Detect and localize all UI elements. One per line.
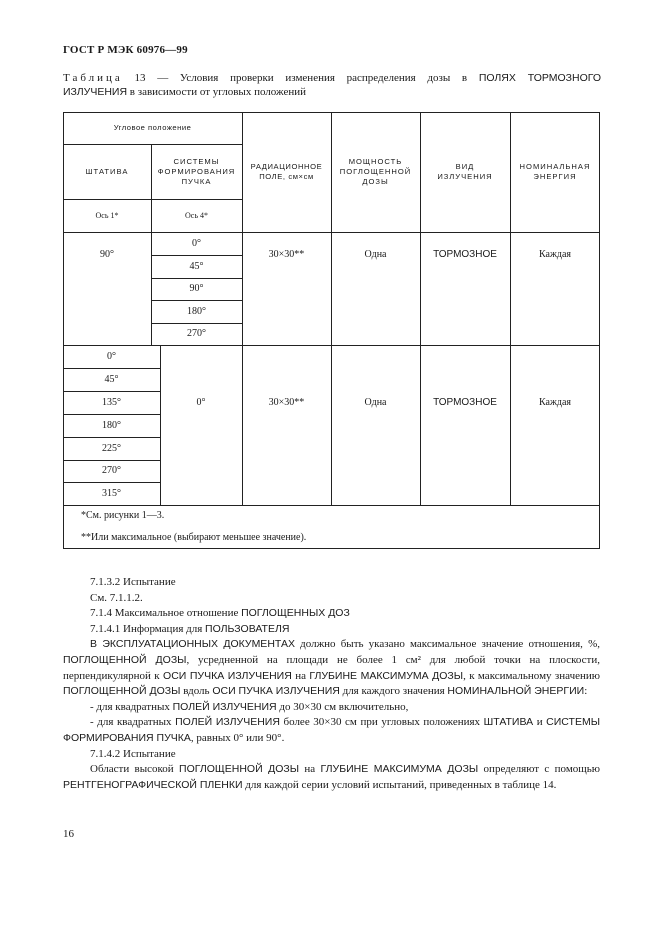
section-7-1-4-2-heading: 7.1.4.2 Испытание [90, 747, 176, 760]
group1-field-value: 30×30** [268, 249, 305, 260]
list-item-small-fields: - для квадратных ПОЛЕЙ ИЗЛУЧЕНИЯ до 30×30 см включительно, [90, 700, 409, 713]
group1-system-angle: 270° [187, 328, 206, 339]
group1-system-angle: 45° [189, 260, 204, 272]
group2-field-value: 30×30** [268, 396, 305, 408]
header-axis-1: Ось 1* [95, 210, 119, 220]
table-caption [63, 71, 601, 99]
caption-number-text: 13 — Условия проверки изменения распределения дозы в [134, 72, 468, 84]
group2-energy-value: Каждая [538, 396, 571, 408]
header-energy: НОМИНАЛЬНАЯ ЭНЕРГИЯ [519, 162, 591, 181]
group1-radiation-value: ТОРМОЗНОЕ [433, 249, 497, 260]
table-footnote-2: **Или максимальное (выбирают меньшее значение). [81, 532, 307, 543]
group2-stand-angle: 315° [102, 487, 121, 499]
caption-line2-caps: ИЗЛУЧЕНИЯ [63, 86, 128, 98]
caption-caps-end: ПОЛЯХ ТОРМОЗНОГО [478, 72, 602, 84]
section-7-1-3-2-heading: 7.1.3.2 Испытание [90, 576, 176, 588]
header-axis-4: Ось 4* [185, 210, 208, 220]
group2-stand-angle: 135° [102, 396, 121, 408]
group1-system-angle: 0° [192, 237, 201, 249]
group1-stand-angle: 90° [100, 249, 114, 260]
conditions-table [63, 112, 600, 549]
header-angular-position: Угловое положение [113, 123, 192, 132]
group2-stand-angle: 45° [104, 373, 119, 385]
header-stand: ШТАТИВА [85, 166, 129, 176]
section-7-1-3-2-reference: См. 7.1.1.2. [90, 591, 143, 604]
body-text [63, 575, 600, 793]
document-header: ГОСТ Р МЭК 60976—99 [63, 44, 188, 56]
header-radiation: ВИД ИЗЛУЧЕНИЯ [437, 162, 493, 181]
section-7-1-4-1-paragraph: В ЭКСПЛУАТАЦИОННЫХ ДОКУМЕНТАХ должно быть указано максимальное значение отношения, %, ПОГЛОЩЕННОЙ ДОЗЫ, усредненной на площади не более 1 см² для любой точки на плоскости, перпендикулярной к ОСИ ПУЧКА ИЗЛУЧЕНИЯ на ГЛУБИНЕ МАКСИМУМА ДОЗЫ, к максимальному значению ПОГЛОЩЕННОЙ ДОЗЫ вдоль ОСИ ПУЧКА ИЗЛУЧЕНИЯ для каждого значения НОМИНАЛЬНОЙ ЭНЕРГИИ: [63, 638, 600, 698]
group1-system-angle: 90° [189, 283, 204, 294]
table-footnote-1: *См. рисунки 1—3. [81, 510, 165, 521]
group1-system-angle: 180° [187, 305, 206, 317]
group2-system-angle: 0° [196, 396, 206, 408]
header-system: СИСТЕМЫ ФОРМИРОВАНИЯ ПУЧКА [157, 156, 236, 186]
group1-energy-value: Каждая [538, 249, 571, 260]
section-7-1-4-2-paragraph: Области высокой ПОГЛОЩЕННОЙ ДОЗЫ на ГЛУБИНЕ МАКСИМУМА ДОЗЫ определяют с помощью РЕНТГЕНОГРАФИЧЕСКОЙ ПЛЕНКИ для каждой серии условий испытаний, приведенных в таблице 14. [63, 763, 601, 791]
header-field: РАДИАЦИОННОЕ ПОЛЕ, см×см [250, 162, 323, 181]
list-item-large-fields: - для квадратных ПОЛЕЙ ИЗЛУЧЕНИЯ более 30×30 см при угловых положениях ШТАТИВА и СИСТЕМЫ ФОРМИРОВАНИЯ ПУЧКА, равных 0° или 90°. [63, 716, 600, 744]
group2-power-value: Одна [364, 396, 387, 408]
section-7-1-4-1-heading: 7.1.4.1 Информация для ПОЛЬЗОВАТЕЛЯ [90, 622, 290, 635]
header-power: МОЩНОСТЬ ПОГЛОЩЕННОЙ ДОЗЫ [339, 157, 412, 186]
group2-stand-angle: 180° [102, 419, 121, 431]
group1-power-value: Одна [364, 249, 387, 260]
section-7-1-4-heading: 7.1.4 Максимальное отношение ПОГЛОЩЕННЫХ ДОЗ [90, 607, 350, 620]
page-number: 16 [63, 828, 74, 840]
caption-label: Таблица [63, 72, 123, 84]
group2-stand-angle: 225° [102, 442, 121, 454]
group2-radiation-value: ТОРМОЗНОЕ [433, 396, 497, 408]
group2-stand-angle: 270° [102, 465, 121, 476]
caption-line2-rest: в зависимости от угловых положений [129, 86, 307, 98]
group2-stand-angle: 0° [107, 350, 116, 362]
